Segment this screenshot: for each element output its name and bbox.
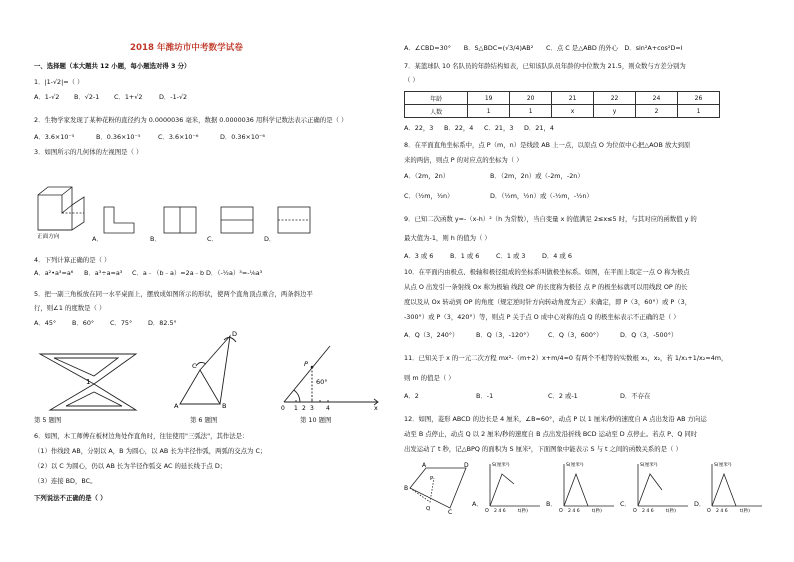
q3-view-b (162, 205, 202, 235)
q12-opt-b: B． (546, 500, 557, 508)
q11-opt-b: B．-1 (476, 392, 494, 400)
q3-opt-c: C． (207, 235, 218, 243)
q8-line2: 来的两倍，则点 P 的对应点的坐标为（ ） (404, 156, 523, 164)
rhombus-label-p: P (430, 476, 434, 482)
q6-step3: （3）连接 BD，BC。 (34, 477, 97, 485)
q8-opt-c: C．（½m，½n） (404, 192, 454, 200)
q8-opt-b: B．（2m，2n）或（-2m，-2n） (490, 172, 584, 180)
q12-line3: 出发运动了 t 秒，记△BPQ 的面积为 S 厘米²，下面图象中能表示 S 与 t 之间的函数关系的是（ ） (404, 445, 682, 453)
q5-line2: 行，则∠1 的度数是（ ） (34, 304, 106, 312)
q1-opt-a: A．1-√2 (34, 93, 60, 101)
fig10-caption: 第 10 题图 (300, 416, 332, 424)
section-heading: 一、选择题（本大题共 12 小题，每小题选对得 3 分） (34, 62, 191, 70)
q9-line1: 9．已知二次函数 y=-（x-h）²（h 为常数），当自变量 x 的值满足 2≤x≤5 时，与其对应的函数值 y 的 (404, 215, 697, 223)
q11-opt-a: A．2 (404, 392, 419, 400)
q6-ask: 下列说法不正确的是（ ） (34, 494, 107, 502)
q12-graph-a (484, 460, 542, 512)
age-header-cell: 年龄 (405, 92, 468, 105)
q6-step1: （1）作线段 AB，分别以 A，B 为圆心，以 AB 长为半径作弧，两弧的交点为 C； (34, 447, 267, 455)
q1-opt-b: B．√2-1 (74, 93, 100, 101)
q3-solid-figure (36, 160, 92, 250)
graph-b-origin: O (559, 509, 563, 514)
graph-b-ylabel: S(厘米²) (566, 463, 584, 468)
q10-opt-c: C．Q（3，600°） (548, 331, 603, 339)
q7-opt-a: A．22，3 (404, 124, 434, 132)
q12-opt-c: C． (620, 500, 631, 508)
q11-line2: 则 m 的值是（ ） (404, 374, 455, 382)
fig5-caption: 第 5 题图 (34, 416, 62, 424)
q9-line2: 最大值为-1，则 h 的值为（ ） (404, 234, 491, 242)
q4-opt-a: A．a²•a³=a⁶ (34, 269, 74, 277)
rhombus-label-a: A (422, 462, 427, 469)
fig5-angle-label: 1 (86, 378, 91, 386)
age-header-cell: 21 (552, 92, 594, 105)
graph-d-ylabel: S(厘米²) (714, 463, 732, 468)
fig10-tick-2: 2 (302, 405, 306, 412)
q3-view-c (219, 205, 259, 235)
q9-opt-d: D．4 或 6 (542, 252, 572, 260)
count-cell: 1 (468, 105, 510, 118)
q12-line2: 动至 B 点停止，动点 Q 以 2 厘米/秒的速度自 B 点出发沿折线 BCD 运动至 D 点停止。若点 P、Q 同时 (404, 430, 698, 438)
age-header-cell: 19 (468, 92, 510, 105)
q12-opt-a: A． (472, 500, 483, 508)
fig6-caption: 第 6 题图 (190, 416, 218, 424)
rhombus-label-q: Q (426, 506, 431, 512)
q5-opt-c: C．75° (110, 319, 133, 327)
graph-a-origin: O (485, 509, 489, 514)
q10-opt-b: B．Q（3，-120°） (476, 331, 533, 339)
age-header-cell: 24 (636, 92, 678, 105)
fig6-three-arc (170, 330, 240, 415)
q3-opt-b: B． (150, 235, 161, 243)
fig10-tick-4: 4 (326, 405, 330, 412)
graph-d-ticks: 2 4 6 (716, 509, 728, 514)
q10-opt-d: D．Q（3，-500°） (620, 331, 678, 339)
count-cell: 1 (677, 105, 719, 118)
rhombus-label-b: B (404, 485, 409, 492)
q3-view-d (276, 205, 316, 235)
q2-opt-b: B．0.36×10⁻⁵ (96, 133, 141, 141)
q10-opt-a: A．Q（3，240°） (404, 331, 459, 339)
fig10-label-x: x (374, 404, 378, 412)
q11-line1: 11．已知关于 x 的一元二次方程 mx²-（m+2）x+m/4=0 有两个不相等的实数根 x₁，x₂，若 1/x₁+1/x₂=4m， (404, 354, 728, 362)
graph-c-ylabel: S(厘米²) (640, 463, 658, 468)
q6-options: A．∠CBD=30° B．S△BDC=(√3/4)AB² C．点 C 是△ABD 的外心 D．sin²A+cos²D=l (404, 44, 683, 52)
age-table-header-row (405, 92, 720, 105)
graph-a-ylabel: S(厘米²) (492, 463, 510, 468)
q8-opt-d: D．（½m，½n）或（-½m，-½n） (490, 192, 593, 200)
q9-opt-b: B．1 或 6 (450, 252, 480, 260)
q12-graph-d (706, 460, 766, 512)
q6-step2: （2）以 C 为圆心，仍以 AB 长为半径作弧交 AC 的延长线于点 D； (34, 462, 227, 470)
q11-opt-d: D．不存在 (620, 392, 651, 400)
q5-opt-b: B．60° (72, 319, 95, 327)
q4-stem: 4．下列计算正确的是（ ） (34, 256, 111, 264)
graph-c-xlabel: t(秒) (666, 509, 676, 514)
q2-stem: 2．生物学家发现了某种花粉的直径约为 0.0000036 毫米，数据 0.0000036 用科学记数法表示正确的是（ ） (34, 116, 348, 124)
q11-opt-c: C．2 或-1 (548, 392, 578, 400)
fig10-polar (278, 340, 382, 412)
age-table (404, 91, 720, 118)
q1-stem: 1．|1-√2|=（ ） (34, 78, 84, 86)
graph-a-ticks: 2 4 6 (494, 509, 506, 514)
q4-opt-b: B．a³÷a=a³ (84, 269, 123, 277)
fig10-tick-3: 3 (310, 405, 314, 412)
fig5-triangles (36, 334, 146, 414)
q1-opt-c: C．1+√2 (114, 93, 143, 101)
q12-graph-c (632, 460, 690, 512)
q3-opt-a: A． (92, 235, 103, 243)
fig6-label-b: B (222, 402, 227, 410)
q5-line1: 5．把一副三角板放在同一水平桌面上，摆放成如图所示的形状，使两个直角顶点重合，两条斜边平 (34, 290, 313, 298)
fig6-label-c: C (192, 362, 197, 370)
count-cell: 1 (510, 105, 552, 118)
q9-opt-c: C．1 或 3 (496, 252, 526, 260)
q2-opt-d: D．0.36×10⁻⁶ (220, 133, 265, 141)
rhombus-label-c: C (448, 509, 453, 516)
q3-stem: 3．如图所示的几何体的左视图是（ ） (34, 148, 143, 156)
fig10-angle: 60° (316, 378, 328, 386)
q8-line1: 8．在平面直角坐标系中，点 P（m，n）是线段 AB 上一点，以原点 O 为位似中心把△AOB 放大到原 (404, 141, 691, 149)
graph-b-xlabel: t(秒) (592, 509, 602, 514)
q7-line2: （ ） (404, 76, 419, 84)
q10-line1: 10．在平面内由极点、极轴和极径组成的坐标系叫做极坐标系。如图，在平面上取定一点 O 称为极点 (404, 268, 690, 276)
front-direction-label: 正面方向 (37, 234, 60, 240)
fig6-label-a: A (174, 402, 179, 410)
q10-line2: 从点 O 出发引一条射线 Ox 称为极轴 线段 OP 的长度称为极径 点 P 的极坐标就可以用线段 OP 的长 (404, 283, 688, 291)
q7-opt-c: C．21，3 (484, 124, 514, 132)
age-header-cell: 20 (510, 92, 552, 105)
count-cell: x (552, 105, 594, 118)
fig10-label-p: P (304, 360, 308, 368)
q7-line1: 7．某篮球队 10 名队员的年龄结构如表，已知该队队员年龄的中位数为 21.5，则众数与方差分别为 (404, 62, 686, 70)
q1-opt-d: D．-1-√2 (159, 93, 188, 101)
rhombus-label-d: D (464, 462, 469, 469)
graph-a-xlabel: t(秒) (518, 509, 528, 514)
graph-c-ticks: 2 4 6 (642, 509, 654, 514)
count-cell: 2 (636, 105, 678, 118)
q3-view-a (102, 205, 142, 235)
q12-graph-b (558, 460, 616, 512)
fig6-label-d: D (232, 330, 238, 338)
q12-line1: 12．如图，菱形 ABCD 的边长是 4 厘米，∠B=60°，动点 P 以 1 厘米/秒的速度自 A 点出发沿 AB 方向运 (404, 415, 707, 423)
q4-opt-d: D．（-½a）³=-⅙a³ (206, 269, 263, 277)
page-title: 2018 年潍坊市中考数学试卷 (130, 43, 243, 53)
q5-opt-a: A．45° (34, 319, 57, 327)
graph-d-origin: O (707, 509, 711, 514)
q9-opt-a: A．3 或 6 (404, 252, 434, 260)
q8-opt-a: A．（2m，2n） (404, 172, 450, 180)
graph-c-origin: O (633, 509, 637, 514)
q12-rhombus (404, 462, 470, 514)
age-table-count-row (405, 105, 720, 118)
graph-b-ticks: 2 4 6 (568, 509, 580, 514)
q2-opt-a: A．3.6×10⁻⁵ (34, 133, 75, 141)
q10-line4: -300°）或 P（3，420°）等，则点 P 关于点 O 成中心对称的点 Q 的极坐标表示不正确的是（ ） (404, 313, 680, 321)
count-cell: 人数 (405, 105, 468, 118)
q7-opt-d: D．21，4 (524, 124, 554, 132)
q5-opt-d: D．82.5° (148, 319, 177, 327)
q6-stem: 6．如图，木工师傅在板材边角处作直角时，往往使用"三弧法"，其作法是： (34, 432, 249, 440)
count-cell: y (594, 105, 636, 118)
q12-opt-d: D． (694, 500, 706, 508)
age-header-cell: 22 (594, 92, 636, 105)
q7-opt-b: B．22，4 (444, 124, 474, 132)
age-header-cell: 26 (677, 92, 719, 105)
fig10-tick-1: 1 (294, 405, 298, 412)
q10-line3: 度以及从 Ox 转动到 OP 的角度（规定逆时针方向转动角度为正）来确定，即 P（3，60°）或 P（3， (404, 298, 692, 306)
graph-d-xlabel: t(秒) (740, 509, 750, 514)
fig10-tick-0: 0 (281, 405, 285, 412)
q2-opt-c: C．3.6×10⁻⁶ (158, 133, 199, 141)
q3-opt-d: D． (264, 235, 276, 243)
q4-opt-c: C．a﹣（b﹣a）=2a﹣b (132, 269, 205, 277)
